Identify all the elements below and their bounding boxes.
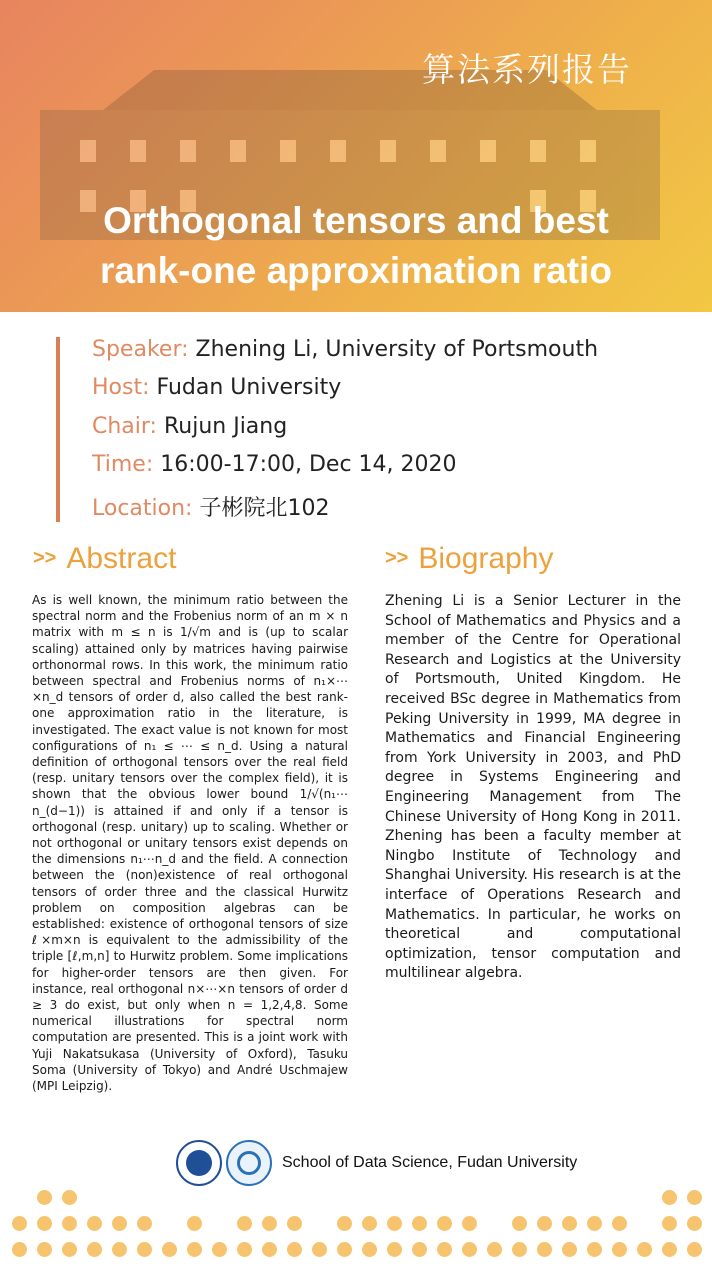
time-label: Time: <box>92 452 154 477</box>
decorative-dot <box>687 1216 702 1231</box>
decorative-dot <box>562 1242 577 1257</box>
decorative-dot <box>62 1242 77 1257</box>
decorative-dot <box>612 1216 627 1231</box>
location-value: 子彬院北102 <box>199 496 330 521</box>
decorative-dot <box>537 1242 552 1257</box>
decorative-dot <box>162 1242 177 1257</box>
decorative-dot <box>187 1216 202 1231</box>
abstract-arrow-icon: >> <box>33 547 57 569</box>
decorative-dot <box>437 1216 452 1231</box>
footer <box>174 1140 594 1190</box>
decorative-dot <box>587 1216 602 1231</box>
chair-row <box>92 414 287 439</box>
decorative-dot <box>62 1190 77 1205</box>
decorative-dots <box>0 1184 712 1266</box>
abstract-text: As is well known, the minimum ratio between the spectral norm and the Frobenius norm of an m × n matrix with m ≤ n is 1/√m and is (up to scalar scaling) attained only by matrices having pairwise orthonormal rows. In this work, the minimum ratio between spectral and Frobenius norms of n₁×⋯×n_d tensors of order d, also called the best rank-one approximation ratio in the literature, is investigated. The exact value is not known for most configurations of n₁ ≤ ⋯ ≤ n_d. Using a natural definition of orthogonal tensors over the real field (resp. unitary tensors over the complex field), it is shown that the obvious lower bound 1/√(n₁⋯n_(d−1)) is attained if and only if a tensor is orthogonal (resp. unitary) up to scaling. Whether or not orthogonal or unitary tensors exist depends on the dimensions n₁⋯n_d and the field. A connection between the (non)existence of real orthogonal tensors of order three and the classical Hurwitz problem on composition algebras can be established: existence of orthogonal tensors of size ℓ×m×n is equivalent to the admissibility of the triple [ℓ,m,n] to Hurwitz problem. Some implications for higher-order tensors are then given. For instance, real orthogonal n×⋯×n tensors of order d ≥ 3 do exist, but only when n = 1,2,4,8. Some numerical illustrations for spectral norm computation are presented. This is a joint work with Yuji Nakatsukasa (University of Oxford), Tasuku Soma (University of Tokyo) and André Uschmajew (MPI Leipzig). <box>32 593 348 1094</box>
decorative-dot <box>287 1242 302 1257</box>
decorative-dot <box>212 1242 227 1257</box>
header-banner <box>0 0 712 312</box>
speaker-row <box>92 337 598 362</box>
decorative-dot <box>262 1216 277 1231</box>
decorative-dot <box>312 1242 327 1257</box>
decorative-dot <box>237 1242 252 1257</box>
biography-heading <box>385 542 553 576</box>
biography-text: Zhening Li is a Senior Lecturer in the School of Mathematics and Physics and a member of the Centre for Operational Research and Logistics at the University of Portsmouth, United Kingdom. He received BSc degree in Mathematics from Peking University in 1999, MA degree in Mathematics and Financial Engineering from York University in 2003, and PhD degree in Systems Engineering and Engineering Management from The Chinese University of Hong Kong in 2011. Zhening has been a faculty member at Ningbo Institute of Technology and Shanghai University. His research is at the interface of Operations Research and Mathematics. In particular, he works on theoretical and computational optimization, tensor computation and multilinear algebra. <box>385 593 681 982</box>
decorative-dot <box>637 1242 652 1257</box>
decorative-dot <box>137 1242 152 1257</box>
time-row <box>92 452 457 477</box>
decorative-dot <box>662 1242 677 1257</box>
fudan-university-logo <box>176 1140 222 1186</box>
location-row <box>92 491 329 522</box>
decorative-dot <box>587 1242 602 1257</box>
biography-heading-text: Biography <box>418 542 554 575</box>
location-label: Location: <box>92 496 193 521</box>
talk-title <box>0 196 712 296</box>
decorative-dot <box>562 1216 577 1231</box>
abstract-heading <box>33 542 176 576</box>
biography-arrow-icon: >> <box>385 547 409 569</box>
decorative-dot <box>462 1242 477 1257</box>
host-value: Fudan University <box>156 375 342 400</box>
decorative-dot <box>687 1242 702 1257</box>
decorative-dot <box>612 1242 627 1257</box>
decorative-dot <box>62 1216 77 1231</box>
decorative-dot <box>412 1216 427 1231</box>
talk-title-line-2: rank-one approximation ratio <box>100 250 612 291</box>
decorative-dot <box>12 1216 27 1231</box>
decorative-dot <box>187 1242 202 1257</box>
decorative-dot <box>337 1216 352 1231</box>
decorative-dot <box>387 1242 402 1257</box>
school-name: School of Data Science, Fudan University <box>282 1154 578 1171</box>
decorative-dot <box>112 1216 127 1231</box>
decorative-dot <box>487 1242 502 1257</box>
speaker-value: Zhening Li, University of Portsmouth <box>195 337 599 362</box>
decorative-dot <box>662 1216 677 1231</box>
decorative-dot <box>112 1242 127 1257</box>
decorative-dot <box>37 1216 52 1231</box>
decorative-dot <box>387 1216 402 1231</box>
decorative-dot <box>537 1216 552 1231</box>
decorative-dot <box>662 1190 677 1205</box>
decorative-dot <box>362 1242 377 1257</box>
host-row <box>92 375 341 400</box>
decorative-dot <box>12 1242 27 1257</box>
decorative-dot <box>87 1242 102 1257</box>
talk-title-line-1: Orthogonal tensors and best <box>103 200 609 241</box>
event-info <box>56 337 680 522</box>
decorative-dot <box>37 1242 52 1257</box>
decorative-dot <box>687 1190 702 1205</box>
series-label: 算法系列报告 <box>422 50 632 89</box>
school-of-data-science-logo <box>226 1140 272 1186</box>
decorative-dot <box>437 1242 452 1257</box>
chair-value: Rujun Jiang <box>163 414 288 439</box>
decorative-dot <box>87 1216 102 1231</box>
decorative-dot <box>262 1242 277 1257</box>
abstract-heading-text: Abstract <box>66 542 177 575</box>
chair-label: Chair: <box>92 414 157 439</box>
host-label: Host: <box>92 375 150 400</box>
decorative-dot <box>512 1242 527 1257</box>
decorative-dot <box>512 1216 527 1231</box>
decorative-dot <box>237 1216 252 1231</box>
decorative-dot <box>412 1242 427 1257</box>
time-value: 16:00-17:00, Dec 14, 2020 <box>160 452 457 477</box>
decorative-dot <box>462 1216 477 1231</box>
decorative-dot <box>362 1216 377 1231</box>
speaker-label: Speaker: <box>92 337 189 362</box>
decorative-dot <box>137 1216 152 1231</box>
decorative-dot <box>37 1190 52 1205</box>
decorative-dot <box>337 1242 352 1257</box>
decorative-dot <box>287 1216 302 1231</box>
